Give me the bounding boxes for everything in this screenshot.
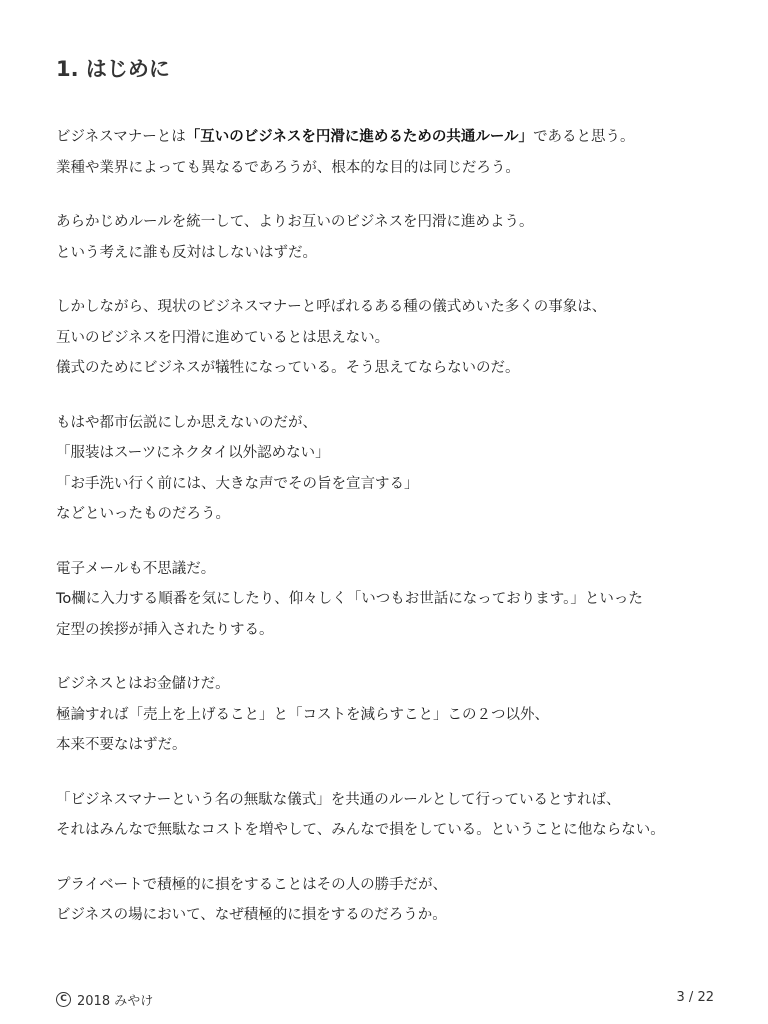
paragraph (56, 292, 736, 384)
text-line: 業種や業界によっても異なるであろうが、根本的な目的は同じだろう。 (56, 159, 520, 176)
text-line: などといったものだろう。 (56, 506, 230, 522)
text-line: それはみんなで無駄なコストを増やして、みんなで損をしている。ということに他ならない。 (56, 822, 665, 838)
copyright-text: 2018 みやけ (77, 994, 154, 1009)
text-line: しかしながら、現状のビジネスマナーと呼ばれるある種の儀式めいた多くの事象は、 (56, 299, 607, 315)
paragraph (56, 122, 736, 183)
section-heading: 1. はじめに (56, 57, 170, 81)
text-line: 極論すれば「売上を上げること」と「コストを減らすこと」この２つ以外、 (56, 706, 549, 723)
text-line: 「服装はスーツにネクタイ以外認めない」 (56, 445, 330, 461)
text-line (56, 122, 736, 153)
text-line: 「お手洗い行く前には、大きな声でその旨を宣言する」 (56, 475, 419, 492)
copyright-icon: C (56, 992, 71, 1007)
document-body (56, 122, 736, 955)
paragraph (56, 207, 736, 268)
text-line: あらかじめルールを統一して、よりお互いのビジネスを円滑に進めよう。 (56, 214, 534, 230)
text-line: ビジネスとはお金儲けだ。 (56, 676, 230, 692)
text-line: 定型の挨拶が挿入されたりする。 (56, 621, 274, 638)
text-line: 互いのビジネスを円滑に進めているとは思えない。 (56, 329, 390, 346)
line-text: であると思う。 (533, 129, 635, 145)
paragraph (56, 785, 736, 846)
paragraph (56, 408, 736, 530)
text-line: ビジネスの場において、なぜ積極的に損をするのだろうか。 (56, 907, 447, 923)
text-line: プライベートで積極的に損をすることはその人の勝手だが、 (56, 876, 448, 893)
page-number: 3 / 22 (676, 990, 714, 1005)
text-line: 「ビジネスマナーという名の無駄な儀式」を共通のルールとして行っているとすれば、 (56, 791, 621, 808)
text-line: もはや都市伝説にしか思えないのだが、 (56, 414, 317, 431)
paragraph (56, 870, 736, 931)
text-line: 本来不要なはずだ。 (56, 737, 187, 753)
line-text: ビジネスマナーとは (56, 129, 186, 145)
text-line: という考えに誰も反対はしないはずだ。 (56, 244, 317, 261)
paragraph (56, 669, 736, 761)
emphasized-text: 「互いのビジネスを円滑に進めるための共通ルール」 (185, 129, 534, 145)
text-line: 儀式のためにビジネスが犠牲になっている。そう思えてならないのだ。 (56, 360, 520, 376)
text-line: To欄に入力する順番を気にしたり、仰々しく「いつもお世話になっております。」といった (56, 591, 643, 607)
page-footer (56, 990, 714, 1014)
paragraph (56, 554, 736, 646)
copyright-notice (56, 990, 153, 1009)
text-line: 電子メールも不思議だ。 (56, 560, 216, 577)
